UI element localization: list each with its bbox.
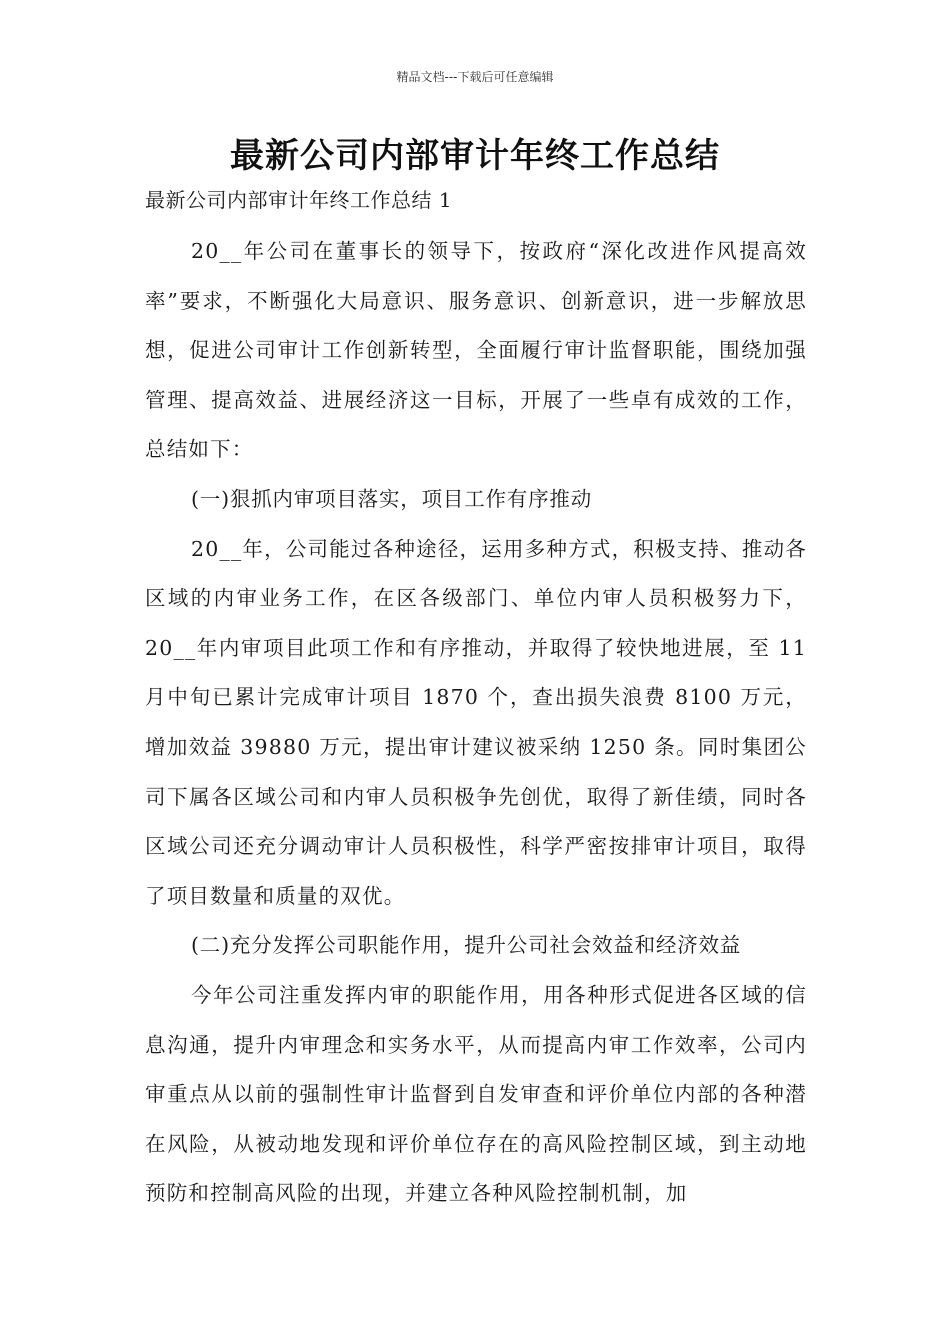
section-heading-1: (一)狠抓内审项目落实，项目工作有序推动 bbox=[191, 486, 592, 511]
document-body bbox=[145, 182, 807, 1219]
section-subtitle: 最新公司内部审计年终工作总结 1 bbox=[145, 188, 453, 212]
body-paragraph-1: 20__年，公司能过各种途径，运用多种方式，积极支持、推动各区域的内审业务工作，在区各级部门、单位内审人员积极努力下，20__年内审项目此项工作和有序推动，并取得了较快地进展，至 11 月中旬已累计完成审计项目 1870 个，查出损失浪费 8100 万元，增加效益 39880 万元，提出审计建议被采纳 1250 条。同时集团公司下属各区域公司和内审人员积极争先创优，取得了新佳绩，同时各区域公司还充分调动审计人员积极性，科学严密按排审计项目，取得了项目数量和质量的双优。 bbox=[145, 536, 807, 908]
body-paragraph-2: 今年公司注重发挥内审的职能作用，用各种形式促进各区域的信息沟通，提升内审理念和实务水平，从而提高内审工作效率，公司内审重点从以前的强制性审计监督到自发审查和评价单位内部的各种潜在风险，从被动地发现和评价单位存在的高风险控制区域，到主动地预防和控制高风险的出现，并建立各种风险控制机制，加 bbox=[145, 982, 807, 1206]
section-heading-2: (二)充分发挥公司职能作用，提升公司社会效益和经济效益 bbox=[191, 933, 742, 958]
header-note: 精品文档---下载后可任意编辑 bbox=[396, 70, 554, 84]
document-title: 最新公司内部审计年终工作总结 bbox=[230, 136, 720, 176]
intro-paragraph: 20__年公司在董事长的领导下，按政府“深化改进作风提高效率”要求，不断强化大局意识、服务意识、创新意识，进一步解放思想，促进公司审计工作创新转型，全面履行审计监督职能，围绕加强管理、提高效益、进展经济这一目标，开展了一些卓有成效的工作，总结如下： bbox=[145, 239, 807, 462]
